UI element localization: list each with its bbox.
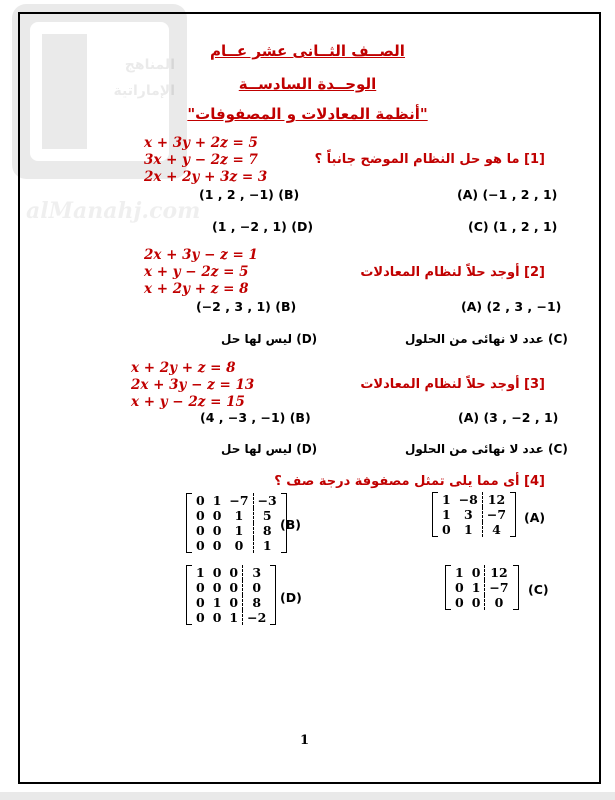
- unit-title: الوحــدة السادســة: [238, 75, 377, 93]
- q1-equations: [144, 135, 267, 186]
- q3-eq-3: x + y − 2z = 15: [131, 394, 245, 410]
- watermark-arabic: المناهج الإماراتية: [113, 57, 175, 99]
- q2-equations: [144, 247, 258, 298]
- q2-option-b: (−2 , 3 , 1) (B): [196, 299, 297, 314]
- q2-eq-3: x + 2y + z = 8: [144, 281, 249, 297]
- q2-option-d: (D) ليس لها حل: [221, 332, 318, 346]
- q2-option-c: (C) عدد لا نهائى من الحلول: [405, 332, 568, 346]
- bottom-strip: [0, 792, 615, 800]
- q1-option-c: (C) (1 , 2 , 1): [468, 219, 558, 234]
- question-1: [1] ما هو حل النظام الموضح جانباً ؟: [314, 152, 545, 167]
- q3-option-a: (A) (3 , −2 , 1): [458, 410, 559, 425]
- q3-equations: [131, 360, 254, 411]
- q2-eq-1: 2x + 3y − z = 1: [144, 247, 258, 263]
- question-3: [3] أوجد حلاً لنظام المعادلات: [360, 377, 545, 392]
- q3-option-c: (C) عدد لا نهائى من الحلول: [405, 442, 568, 456]
- q3-option-d: (D) ليس لها حل: [221, 442, 318, 456]
- question-2: [2] أوجد حلاً لنظام المعادلات: [360, 265, 545, 280]
- q3-option-b: (4 , −3 , −1) (B): [200, 410, 311, 425]
- matrix-d: 1 0 0 3 0 0 0 0 0 1 0 8 0 0 1 −2: [186, 565, 276, 628]
- q1-option-a: (A) (−1 , 2 , 1): [457, 187, 558, 202]
- q4-label-b: (B): [280, 517, 301, 532]
- q4-label-d: (D): [280, 590, 302, 605]
- q4-label-a: (A): [524, 510, 546, 525]
- grade-title: الصــف الثــانى عشر عــام: [210, 42, 405, 60]
- matrix-a: 1 −8 12 1 3 −7 0 1 4: [432, 492, 516, 540]
- question-4: [4] أى مما يلى تمثل مصفوفة درجة صف ؟: [274, 474, 545, 489]
- q4-label-c: (C): [528, 582, 549, 597]
- watermark-text: alManahj.com: [26, 198, 201, 224]
- matrix-c: 1 0 12 0 1 −7 0 0 0: [445, 565, 519, 613]
- q1-option-b: (1 , 2 , −1) (B): [199, 187, 300, 202]
- page-number: 1: [300, 733, 310, 748]
- q1-eq-3: 2x + 2y + 3z = 3: [144, 169, 268, 185]
- q2-eq-2: x + y − 2z = 5: [144, 264, 249, 280]
- q1-eq-2: 3x + y − 2z = 7: [144, 152, 258, 168]
- matrix-b: 0 1 −7 −3 0 0 1 5 0 0 1 8 0 0 0 1: [186, 493, 287, 556]
- q2-option-a: (A) (2 , 3 , −1): [461, 299, 562, 314]
- q3-eq-1: x + 2y + z = 8: [131, 360, 236, 376]
- page-border: [18, 12, 601, 784]
- topic-title: "أنظمة المعادلات و المصفوفات": [187, 105, 428, 123]
- q1-option-d: (1 , −2 , 1) (D): [212, 219, 314, 234]
- q1-eq-1: x + 3y + 2z = 5: [144, 135, 258, 151]
- q3-eq-2: 2x + 3y − z = 13: [131, 377, 255, 393]
